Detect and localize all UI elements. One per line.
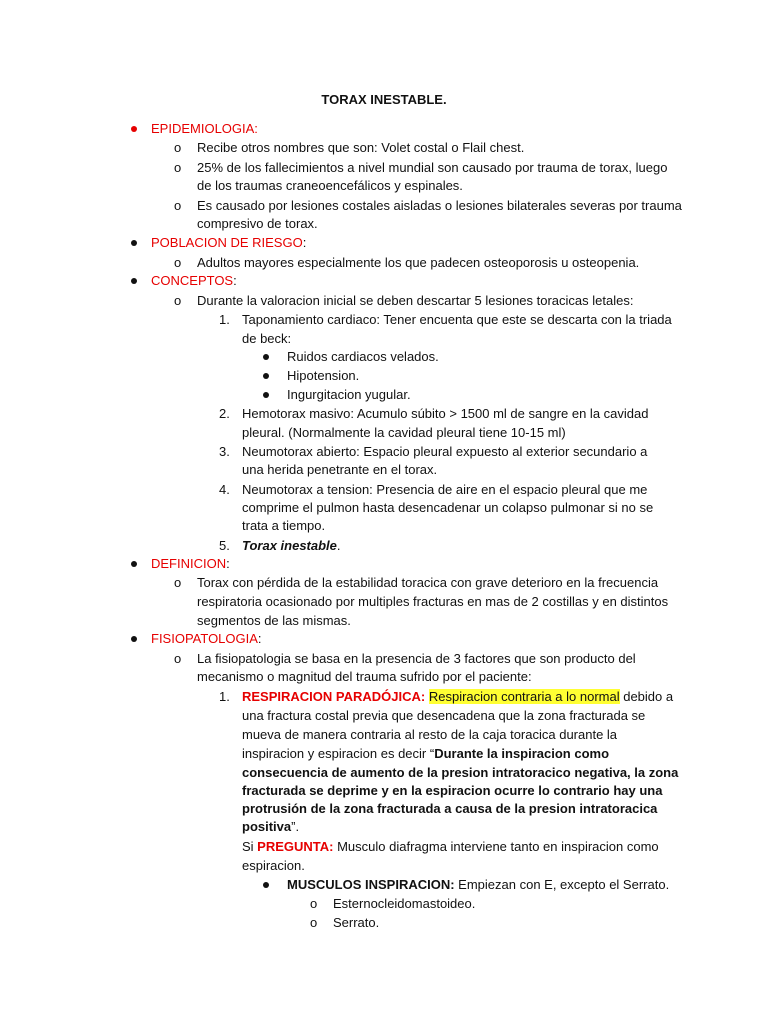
sub-bullet <box>263 354 269 360</box>
lesion-item-continuation: una herida penetrante en el torax. <box>242 462 438 477</box>
lesion-item: Torax inestable. <box>242 538 341 553</box>
document-title: TORAX INESTABLE. <box>321 92 447 107</box>
list-item: Recibe otros nombres que son: Volet costal o Flail chest. <box>197 140 525 155</box>
paragraph-line: una fractura costal previa que desencadena que la zona fracturada se <box>242 708 646 723</box>
paragraph-line: inspiracion y espiracion es decir “Durante la inspiracion como <box>242 746 610 761</box>
circle-marker: o <box>174 575 182 590</box>
lesion-item: Neumotorax abierto: Espacio pleural expuesto al exterior secundario a <box>242 444 648 459</box>
list-number: 3. <box>219 444 230 459</box>
sub-bullet <box>263 392 269 398</box>
list-item-continuation: mecanismo o magnitud del trauma sufrido por el paciente: <box>197 669 532 684</box>
sub-bullet <box>263 373 269 379</box>
lesion-item-continuation: comprime el pulmon hasta desencadenar un colapso pulmonar si no se <box>242 500 654 515</box>
sub-item: Ruidos cardiacos velados. <box>287 349 439 364</box>
list-item: La fisiopatologia se basa en la presencia de 3 factores que son producto del <box>197 651 636 666</box>
sub-item: Ingurgitacion yugular. <box>287 387 411 402</box>
section-heading-conceptos: CONCEPTOS: <box>151 273 237 288</box>
sub-bullet <box>263 882 269 888</box>
list-number: 1. <box>219 689 230 704</box>
list-item: Es causado por lesiones costales aisladas o lesiones bilaterales severas por trauma <box>197 198 682 213</box>
section-heading-poblacion: POBLACION DE RIESGO: <box>151 235 307 250</box>
lesion-item: Neumotorax a tension: Presencia de aire en el espacio pleural que me <box>242 482 648 497</box>
section-bullet <box>131 278 137 284</box>
muscle-item: Esternocleidomastoideo. <box>333 896 476 911</box>
lesion-item-continuation: trata a tiempo. <box>242 518 326 533</box>
list-item-continuation: compresivo de torax. <box>197 216 318 231</box>
section-bullet <box>131 126 137 132</box>
lesion-item-continuation: pleural. (Normalmente la cavidad pleural tiene 10-15 ml) <box>242 425 566 440</box>
circle-marker: o <box>174 651 182 666</box>
definition-text: Torax con pérdida de la estabilidad toracica con grave deterioro en la frecuencia <box>197 575 659 590</box>
muscle-item: Serrato. <box>333 915 380 930</box>
respiracion-paradojica: RESPIRACION PARADÓJICA: Respiracion contraria a lo normal debido a <box>242 689 674 704</box>
lesion-item: Taponamiento cardiaco: Tener encuenta que este se descarta con la triada <box>242 312 672 327</box>
definition-text: segmentos de las mismas. <box>197 613 351 628</box>
circle-marker: o <box>174 255 182 270</box>
list-number: 5. <box>219 538 230 553</box>
paragraph-line: espiracion. <box>242 858 305 873</box>
list-number: 2. <box>219 406 230 421</box>
section-bullet <box>131 636 137 642</box>
list-item: 25% de los fallecimientos a nivel mundial son causado por trauma de torax, luego <box>197 160 668 175</box>
list-item-continuation: de los traumas craneoencefálicos y espinales. <box>197 178 463 193</box>
section-bullet <box>131 240 137 246</box>
paragraph-line: consecuencia de aumento de la presion intratoracico negativa, la zona <box>242 765 679 780</box>
circle-marker: o <box>174 293 182 308</box>
list-item: Adultos mayores especialmente los que padecen osteoporosis u osteopenia. <box>197 255 640 270</box>
pregunta-line: Si PREGUNTA: Musculo diafragma interviene tanto en inspiracion como <box>242 839 659 854</box>
paragraph-line: positiva”. <box>242 819 300 834</box>
circle-marker: o <box>174 198 182 213</box>
list-item: Durante la valoracion inicial se deben descartar 5 lesiones toracicas letales: <box>197 293 634 308</box>
section-heading-fisiopatologia: FISIOPATOLOGIA: <box>151 631 262 646</box>
definition-text: respiratoria ocasionado por multiples fracturas en mas de 2 costillas y en distintos <box>197 594 669 609</box>
section-heading-definicion: DEFINICION: <box>151 556 230 571</box>
paragraph-line: mueva de manera contraria al resto de la caja toracica durante la <box>242 727 618 742</box>
list-number: 4. <box>219 482 230 497</box>
musculos-inspiracion: MUSCULOS INSPIRACION: Empiezan con E, excepto el Serrato. <box>287 877 670 892</box>
section-bullet <box>131 561 137 567</box>
lesion-item-continuation: de beck: <box>242 331 292 346</box>
circle-marker: o <box>310 896 318 911</box>
paragraph-line: fracturada se deprime y en la espiracion ocurre lo contrario hay una <box>242 783 663 798</box>
paragraph-line: protrusión de la zona fracturada a causa de la presion intratoracica <box>242 801 658 816</box>
sub-item: Hipotension. <box>287 368 360 383</box>
section-heading-epidemiologia: EPIDEMIOLOGIA: <box>151 121 258 136</box>
circle-marker: o <box>174 160 182 175</box>
lesion-item: Hemotorax masivo: Acumulo súbito > 1500 ml de sangre en la cavidad <box>242 406 649 421</box>
circle-marker: o <box>310 915 318 930</box>
circle-marker: o <box>174 140 182 155</box>
list-number: 1. <box>219 312 230 327</box>
